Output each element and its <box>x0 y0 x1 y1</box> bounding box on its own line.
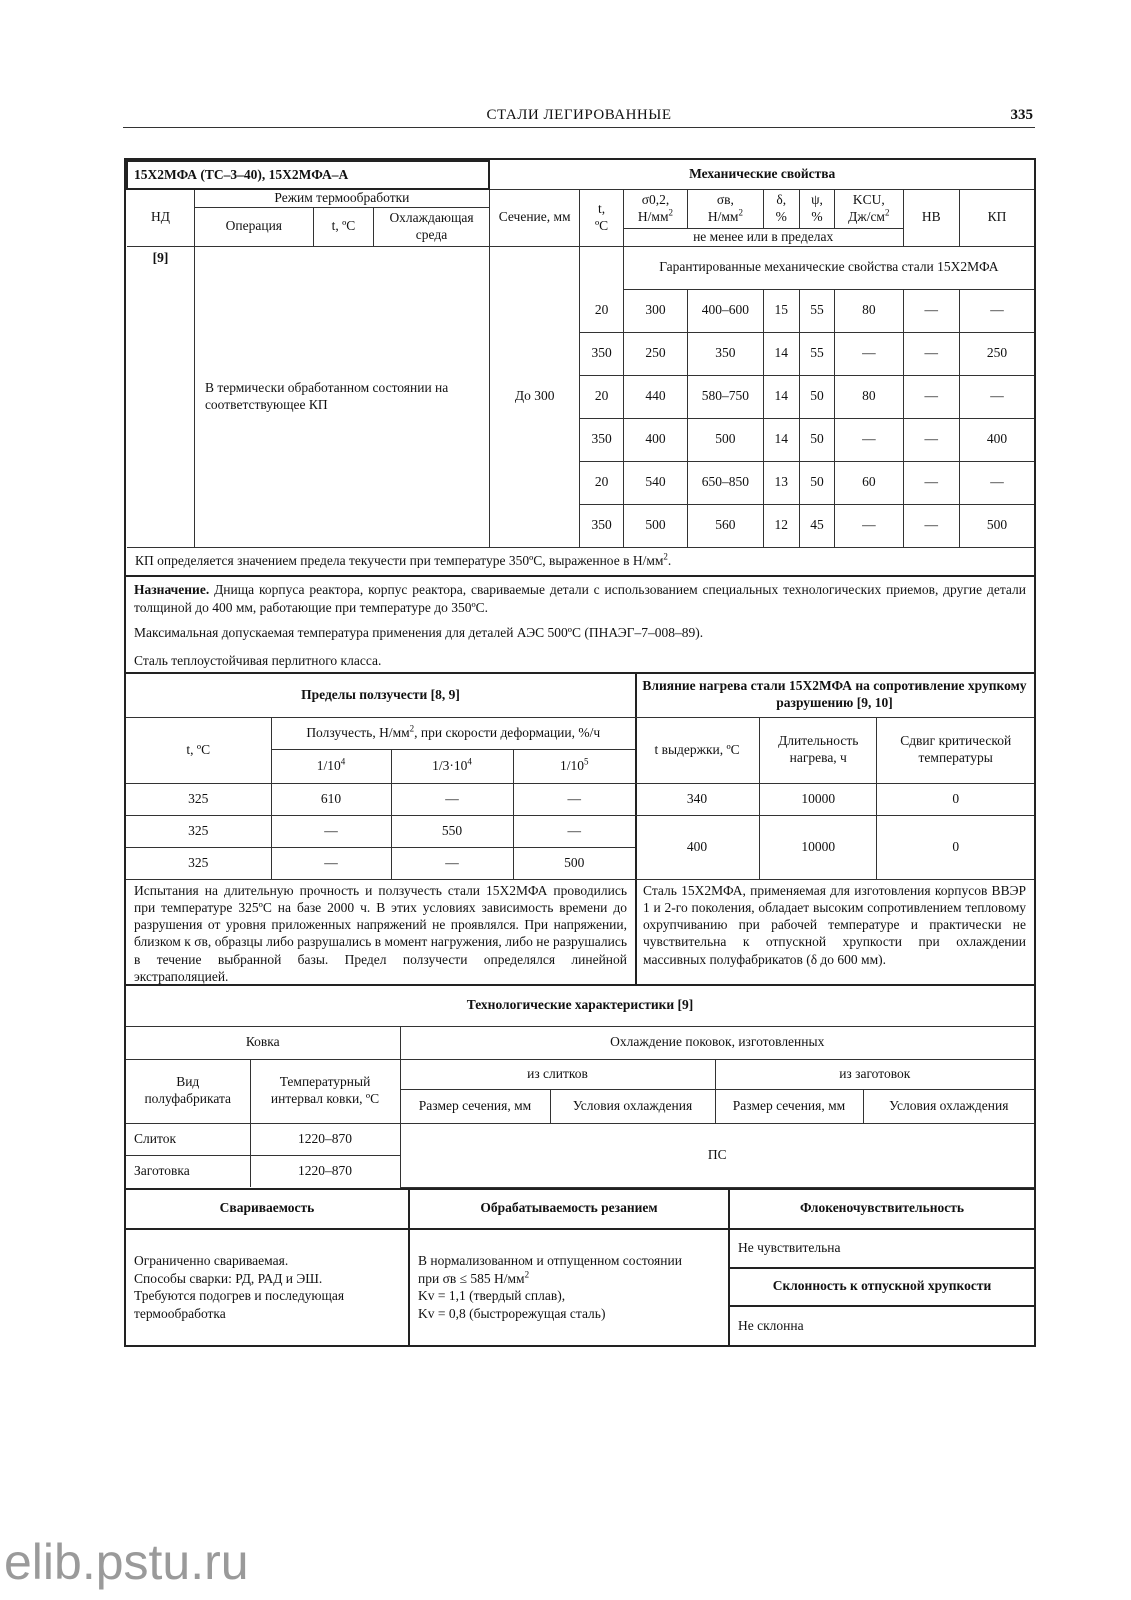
creep-col-1-label: 1/10 <box>316 757 341 773</box>
cell-psi: 50 <box>799 461 834 504</box>
cell-t: 20 <box>580 461 623 504</box>
cell-t: 20 <box>580 289 623 332</box>
cut-title: Обрабатываемость резанием <box>409 1190 729 1229</box>
creep-col-2-label: 1/3·10 <box>432 757 468 773</box>
col-d <box>763 189 799 228</box>
kp-note: КП определяется значением предела текучести при температуре 350ºC, выраженное в $Н/мм^2$. <box>127 547 1034 575</box>
col-s02-label: σ0,2, <box>641 191 670 207</box>
creep-col-group: Ползучесть, $Н/мм^2$, при скорости деформации, %/ч <box>271 717 635 749</box>
col-operation: Операция <box>194 207 313 246</box>
cell-s02: 440 <box>623 375 687 418</box>
tech-ps: ПС <box>400 1123 1034 1187</box>
tech-row-interval: 1220–870 <box>250 1155 400 1187</box>
creep-cell-c: 500 <box>513 847 635 879</box>
cell-kcu: 60 <box>835 461 903 504</box>
cell-psi: 50 <box>799 418 834 461</box>
cell-sv: 580–750 <box>688 375 763 418</box>
tech-section <box>124 984 1036 1190</box>
cell-sv: 400–600 <box>688 289 763 332</box>
col-t-a: t, <box>598 200 606 216</box>
cut-line-1: В нормализованном и отпущенном состоянии <box>418 1253 682 1269</box>
creep-section <box>124 672 637 986</box>
kp-note-text: КП определяется значением предела текучести при температуре 350ºC, выраженное в Н/мм <box>135 553 664 569</box>
tech-interval: Температурный интервал ковки, ºC <box>250 1059 400 1123</box>
cell-kcu: — <box>835 504 903 547</box>
heat-cell-duration: 10000 <box>760 815 877 879</box>
heat-section <box>635 672 1036 986</box>
purpose-paragraph <box>126 574 1034 620</box>
flake-title: Флокеночувствительность <box>729 1190 1034 1229</box>
col-s02-unit: Н/мм <box>637 208 669 224</box>
watermark: elib.pstu.ru <box>4 1534 249 1590</box>
purpose-section <box>124 574 1036 674</box>
tech-size-1: Размер сечения, мм <box>400 1089 550 1123</box>
tech-size-2: Размер сечения, мм <box>715 1089 863 1123</box>
cell-psi: 50 <box>799 375 834 418</box>
cell-sv: 650–850 <box>688 461 763 504</box>
guaranteed-spacer <box>580 246 623 289</box>
col-d-label: δ, <box>776 191 787 207</box>
creep-col-3-label: 1/10 <box>559 757 584 773</box>
creep-cell-t: 325 <box>126 815 271 847</box>
creep-cell-c: — <box>513 815 635 847</box>
cell-s02: 540 <box>623 461 687 504</box>
cell-sv: 350 <box>688 332 763 375</box>
col-section: Сечение, мм <box>489 189 580 246</box>
table-row <box>126 1123 1034 1155</box>
creep-title: Пределы ползучести [8, 9] <box>126 674 635 717</box>
weld-title: Свариваемость <box>126 1190 409 1229</box>
creep-cell-t: 325 <box>126 783 271 815</box>
cell-t: 20 <box>580 375 623 418</box>
weld-line-2: Способы сварки: РД, РАД и ЭШ. <box>134 1270 323 1286</box>
cell-hb: — <box>903 332 959 375</box>
cell-kcu: — <box>835 418 903 461</box>
cell-kcu: 80 <box>835 375 903 418</box>
purpose-class: Сталь теплоустойчивая перлитного класса. <box>134 652 382 668</box>
operation-text: В термически обработанном состоянии на соответствующее КП <box>194 246 489 547</box>
creep-cell-a: — <box>271 847 391 879</box>
cell-d: 14 <box>763 375 799 418</box>
tech-cond-2: Условия охлаждения <box>863 1089 1034 1123</box>
heat-cell-shift: 0 <box>877 815 1034 879</box>
cell-hb: — <box>903 418 959 461</box>
cell-psi: 45 <box>799 504 834 547</box>
cell-kp: 500 <box>959 504 1034 547</box>
cell-sv: 560 <box>688 504 763 547</box>
cut-text <box>409 1229 729 1345</box>
cell-s02: 300 <box>623 289 687 332</box>
cell-hb: — <box>903 504 959 547</box>
col-temp: t, ºC <box>313 207 373 246</box>
cell-s02: 500 <box>623 504 687 547</box>
min-or-range: не менее или в пределах <box>623 228 903 246</box>
creep-group-label: Ползучесть, Н/мм <box>306 724 410 740</box>
cell-kp: — <box>959 375 1034 418</box>
creep-cell-b: — <box>391 783 513 815</box>
cell-kcu: 80 <box>835 289 903 332</box>
nd-ref: [9] <box>127 246 194 547</box>
cell-kp: — <box>959 461 1034 504</box>
table-row <box>126 847 635 879</box>
page-header <box>123 102 1035 128</box>
cell-kcu: — <box>835 332 903 375</box>
tech-cond-1: Условия охлаждения <box>550 1089 715 1123</box>
col-kp: КП <box>959 189 1034 246</box>
creep-cell-a: — <box>271 815 391 847</box>
col-sv-label: σв, <box>716 191 734 207</box>
cell-psi: 55 <box>799 332 834 375</box>
cell-t: 350 <box>580 504 623 547</box>
section-value: До 300 <box>489 246 580 547</box>
creep-note: Испытания на длительную прочность и ползучесть стали 15Х2МФА проводились при температуре 325ºC на базе 2000 ч. В этих условиях зависимость времени до разрушения от уровня приложенных напряжений не проявлялся. При напряжении, близком к σв, образцы либо разрушались в момент нагружения, либо не разрушались в течение выбранной базы. Предел ползучести определялся линейной экстраполяцией. <box>126 879 635 987</box>
col-sv-unit: Н/мм <box>707 208 739 224</box>
creep-col-2: $1/3\cdot 10^4$ <box>391 749 513 783</box>
col-s02: σ0,2, $Н/мм^2$ <box>623 189 687 228</box>
col-psi-label: ψ, <box>811 191 823 207</box>
tech-forging: Ковка <box>126 1026 400 1059</box>
bottom-section <box>124 1188 1036 1347</box>
cut-line-2-text: при σв ≤ 585 Н/мм <box>418 1270 525 1286</box>
col-psi-unit: % <box>811 208 823 224</box>
purpose-text: Днища корпуса реактора, корпус реактора, свариваемые детали с использованием специальных технологических приемов, другие детали толщиной до 400 мм, работающие при температуре до 350ºC. <box>134 582 1026 615</box>
creep-cell-t: 325 <box>126 847 271 879</box>
cell-d: 14 <box>763 332 799 375</box>
tech-title: Технологические характеристики [9] <box>126 986 1034 1026</box>
cell-d: 12 <box>763 504 799 547</box>
purpose-label: Назначение. <box>134 582 210 597</box>
cut-line-3: Kv = 1,1 (твердый сплав), <box>418 1288 566 1304</box>
col-t-b: ºC <box>595 217 609 233</box>
cell-t: 350 <box>580 418 623 461</box>
tech-row-kind: Заготовка <box>126 1155 250 1187</box>
cell-s02: 400 <box>623 418 687 461</box>
cell-hb: — <box>903 461 959 504</box>
col-cooling: Охлаждающая среда <box>374 207 490 246</box>
page-number: 335 <box>1010 107 1033 123</box>
guaranteed-label: Гарантированные механические свойства стали 15Х2МФА <box>623 246 1034 289</box>
cell-kp: 400 <box>959 418 1034 461</box>
col-psi <box>799 189 834 228</box>
col-kcu-unit: Дж/см <box>848 208 885 224</box>
cell-t: 350 <box>580 332 623 375</box>
running-title: СТАЛИ ЛЕГИРОВАННЫЕ <box>486 107 672 123</box>
purpose-max-temp: Максимальная допускаемая температура применения для деталей АЭС 500ºC (ПНАЭГ–7–008–89). <box>134 625 704 641</box>
cell-sv: 500 <box>688 418 763 461</box>
creep-col-1: $1/10^4$ <box>271 749 391 783</box>
heat-title: Влияние нагрева стали 15Х2МФА на сопротивление хрупкому разрушению [9, 10] <box>635 674 1034 717</box>
cut-line-4: Kv = 0,8 (быстрорежущая сталь) <box>418 1305 606 1321</box>
tech-cooling: Охлаждение поковок, изготовленных <box>400 1026 1034 1059</box>
table-row <box>635 815 1034 879</box>
cut-line-2: при σв ≤ 585 $Н/мм^2$ <box>418 1269 530 1286</box>
tech-kind: Вид полуфабриката <box>126 1059 250 1123</box>
heat-cell-t: 340 <box>635 783 760 815</box>
creep-col-3: $1/10^5$ <box>513 749 635 783</box>
tech-from-ingot: из слитков <box>400 1059 715 1089</box>
cell-d: 15 <box>763 289 799 332</box>
steel-grade: 15Х2МФА (ТС–3–40), 15Х2МФА–А <box>127 161 489 189</box>
tech-row-kind: Слиток <box>126 1123 250 1155</box>
tech-row-interval: 1220–870 <box>250 1123 400 1155</box>
cell-hb: — <box>903 375 959 418</box>
table-row <box>126 815 635 847</box>
flake-value: Не чувствительна <box>729 1229 1034 1268</box>
creep-cell-a: 610 <box>271 783 391 815</box>
heat-col-duration: Длительность нагрева, ч <box>760 717 877 783</box>
col-sv: σв, $Н/мм^2$ <box>688 189 763 228</box>
weld-line-1: Ограниченно свариваемая. <box>134 1253 289 1269</box>
cell-d: 14 <box>763 418 799 461</box>
col-d-unit: % <box>775 208 787 224</box>
creep-cell-c: — <box>513 783 635 815</box>
heat-cell-shift: 0 <box>877 783 1034 815</box>
heat-col-t: t выдержки, ºC <box>635 717 760 783</box>
heat-note: Сталь 15Х2МФА, применяемая для изготовления корпусов ВВЭР 1 и 2-го поколения, обладает высоким сопротивлением тепловому охрупчиванию при рабочей температуре и практически не чувствительна к отпускной хрупкости при охлаждении массивных полуфабрикатов (δ до 600 мм). <box>635 879 1034 970</box>
tech-from-blank: из заготовок <box>715 1059 1034 1089</box>
creep-cell-b: — <box>391 847 513 879</box>
col-mode: Режим термообработки <box>194 189 489 207</box>
col-nd: НД <box>127 189 194 246</box>
col-kcu: KCU, $Дж/см^2$ <box>835 189 903 228</box>
col-kcu-label: KCU, <box>852 191 885 207</box>
table-row <box>126 783 635 815</box>
heat-cell-t: 400 <box>635 815 760 879</box>
cell-kp: 250 <box>959 332 1034 375</box>
cell-psi: 55 <box>799 289 834 332</box>
creep-group-label2: , при скорости деформации, %/ч <box>414 724 601 740</box>
temper-value: Не склонна <box>729 1306 1034 1345</box>
weld-text <box>126 1229 409 1345</box>
mech-title: Механические свойства <box>489 161 1034 189</box>
cell-hb: — <box>903 289 959 332</box>
col-hb: НВ <box>903 189 959 246</box>
heat-cell-duration: 10000 <box>760 783 877 815</box>
col-t <box>580 189 623 246</box>
creep-cell-b: 550 <box>391 815 513 847</box>
weld-line-3: Требуются подогрев и последующая термообработка <box>134 1288 345 1321</box>
cell-kp: — <box>959 289 1034 332</box>
creep-col-t: t, ºC <box>126 717 271 783</box>
table-row <box>635 783 1034 815</box>
mechanical-properties-section <box>124 158 1036 577</box>
cell-s02: 250 <box>623 332 687 375</box>
cell-d: 13 <box>763 461 799 504</box>
heat-col-shift: Сдвиг критической температуры <box>877 717 1034 783</box>
temper-title: Склонность к отпускной хрупкости <box>729 1268 1034 1307</box>
